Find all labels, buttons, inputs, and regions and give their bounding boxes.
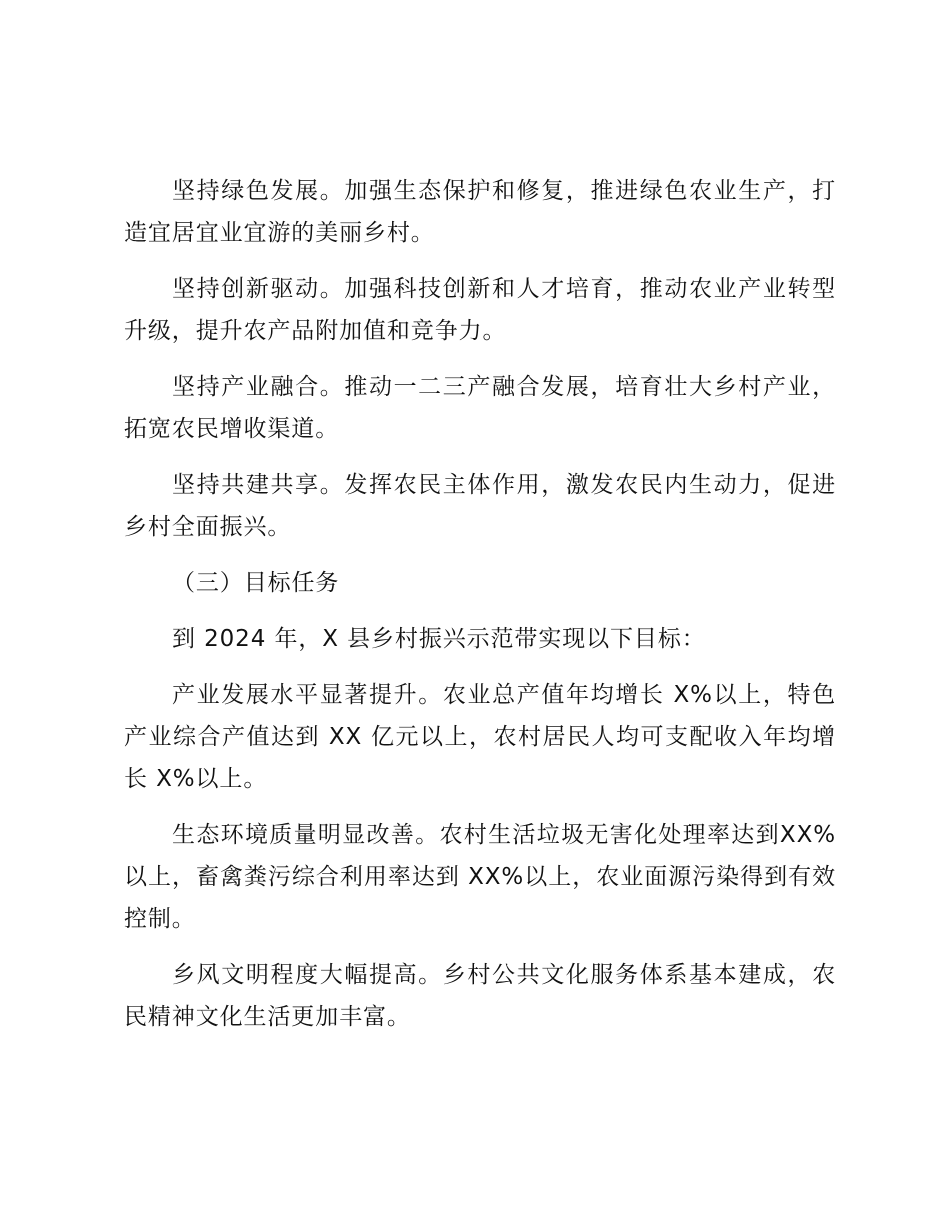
paragraph-industry-goal: 产业发展水平显著提升。农业总产值年均增长 X%以上，特色产业综合产值达到 XX 亿元以上，农村居民人均可支配收入年均增长 X%以上。 (124, 682, 836, 792)
paragraph-civilization-goal: 乡风文明程度大幅提高。乡村公共文化服务体系基本建成，农民精神文化生活更加丰富。 (124, 962, 836, 1030)
section-heading-targets: （三）目标任务 (172, 570, 340, 596)
paragraph-green-development: 坚持绿色发展。加强生态保护和修复，推进绿色农业生产，打造宜居宜业宜游的美丽乡村。 (124, 178, 836, 246)
paragraph-innovation-driven: 坚持创新驱动。加强科技创新和人才培育，推动农业产业转型升级，提升农产品附加值和竞争力。 (124, 276, 836, 344)
paragraph-target-intro: 到 2024 年，X 县乡村振兴示范带实现以下目标： (172, 626, 706, 652)
paragraph-industry-integration: 坚持产业融合。推动一二三产融合发展，培育壮大乡村产业，拓宽农民增收渠道。 (124, 374, 836, 442)
paragraph-ecology-goal: 生态环境质量明显改善。农村生活垃圾无害化处理率达到XX%以上，畜禽粪污综合利用率达到 XX%以上，农业面源污染得到有效控制。 (124, 822, 836, 932)
paragraph-shared-construction: 坚持共建共享。发挥农民主体作用，激发农民内生动力，促进乡村全面振兴。 (124, 472, 836, 540)
document-page (124, 170, 836, 1052)
